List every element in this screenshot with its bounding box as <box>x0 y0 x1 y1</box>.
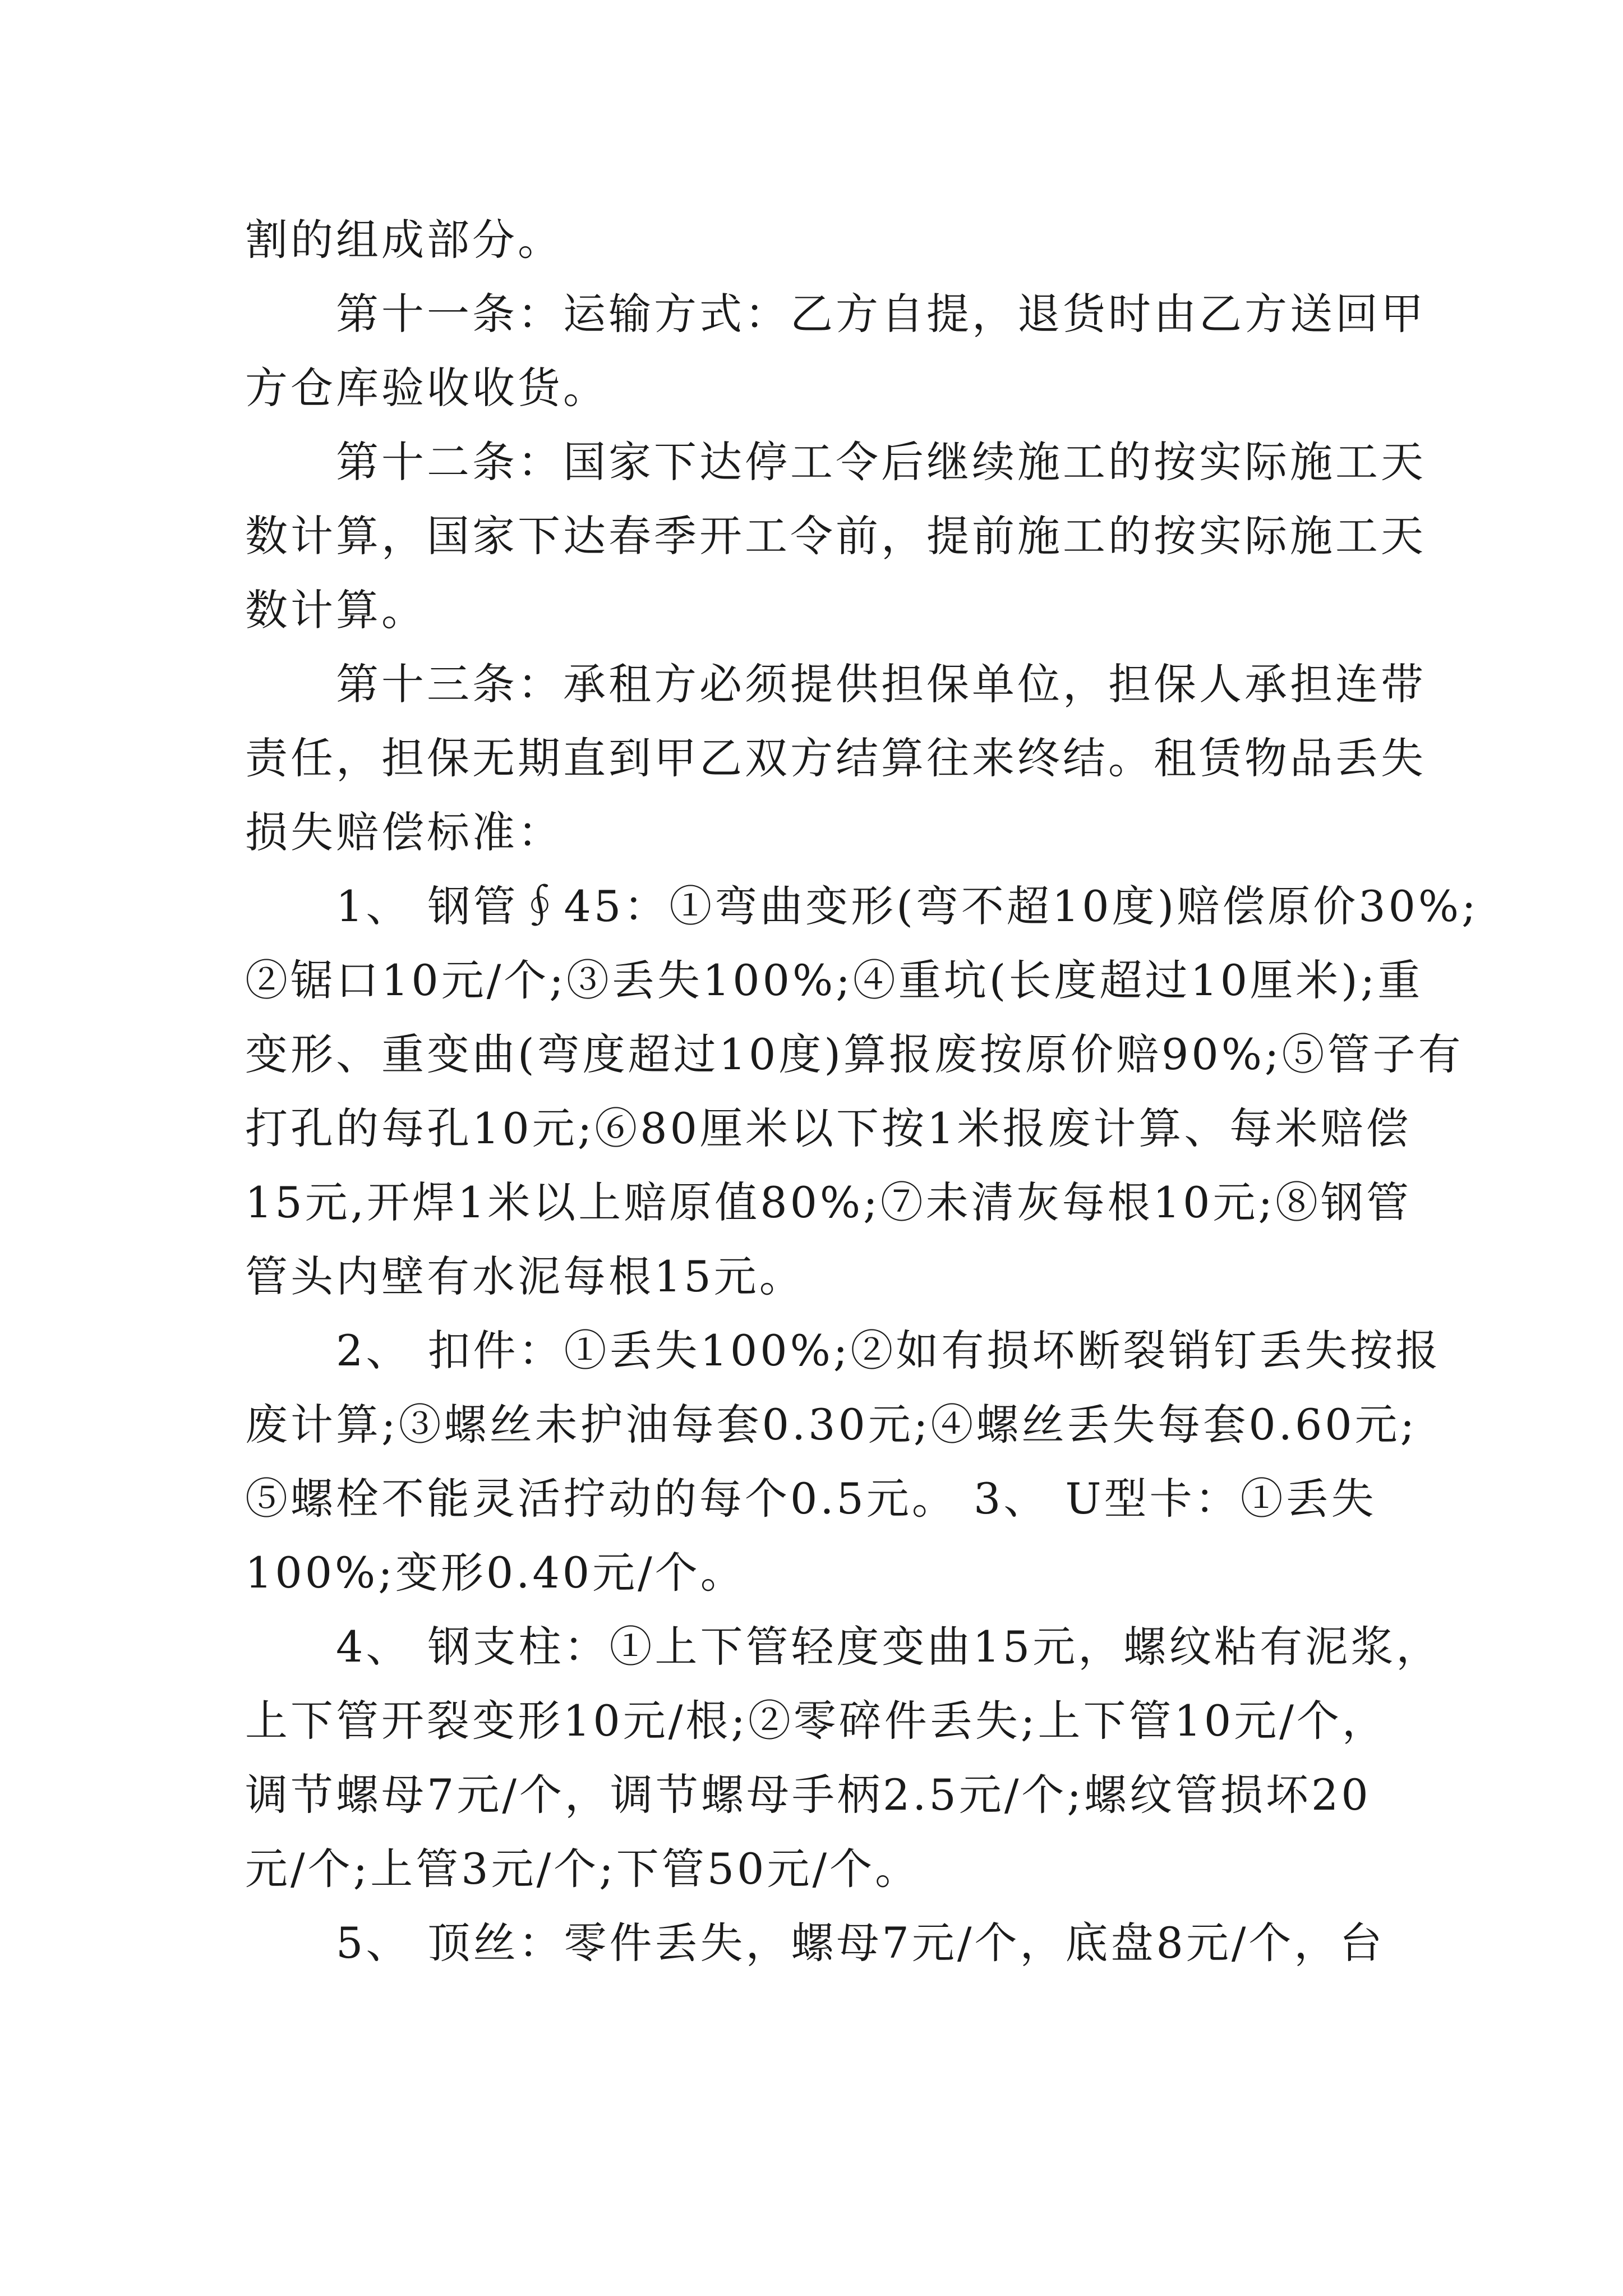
text-line: 割的组成部分。 <box>245 215 563 265</box>
text-line: 100%;变形0.40元/个。 <box>245 1548 746 1598</box>
document-body <box>245 203 1479 1980</box>
text-line: 废计算;③螺丝未护油每套0.30元;④螺丝丢失每套0.60元; <box>245 1400 1418 1450</box>
list-item-steel-prop: 4、 钢支柱：①上下管轻度变曲15元，螺纹粘有泥浆， <box>245 1622 1442 1672</box>
text-line: ⑤螺栓不能灵活拧动的每个0.5元。 3、 U型卡：①丢失 <box>245 1474 1377 1524</box>
text-line: 调节螺母7元/个，调节螺母手柄2.5元/个;螺纹管损坏20 <box>245 1770 1371 1820</box>
text-line: 损失赔偿标准： <box>245 807 563 857</box>
list-item-steel-pipe: 1、 钢管∮45：①弯曲变形(弯不超10度)赔偿原价30%; <box>245 881 1479 931</box>
text-line: 上下管开裂变形10元/根;②零碎件丢失;上下管10元/个， <box>245 1696 1387 1746</box>
paragraph-article-12: 第十二条：国家下达停工令后继续施工的按实际施工天 <box>245 437 1426 487</box>
list-item-fastener: 2、 扣件：①丢失100%;②如有损坏断裂销钉丢失按报 <box>245 1326 1441 1375</box>
paragraph-article-13: 第十三条：承租方必须提供担保单位，担保人承担连带 <box>245 659 1426 709</box>
text-line: 数计算。 <box>245 585 427 635</box>
list-item-jack-screw: 5、 顶丝：零件丢失，螺母7元/个，底盘8元/个，台 <box>245 1918 1385 1968</box>
text-line: 15元,开焊1米以上赔原值80%;⑦未清灰每根10元;⑧钢管 <box>245 1177 1412 1227</box>
text-line: 打孔的每孔10元;⑥80厘米以下按1米报废计算、每米赔偿 <box>245 1103 1412 1153</box>
text-line: 方仓库验收收货。 <box>245 363 608 413</box>
text-line: 元/个;上管3元/个;下管50元/个。 <box>245 1844 921 1894</box>
text-line: 数计算，国家下达春季开工令前，提前施工的按实际施工天 <box>245 511 1426 561</box>
text-line: 变形、重变曲(弯度超过10度)算报废按原价赔90%;⑤管子有 <box>245 1029 1464 1079</box>
text-line: 管头内壁有水泥每根15元。 <box>245 1251 805 1301</box>
paragraph-article-11: 第十一条：运输方式：乙方自提，退货时由乙方送回甲 <box>245 289 1426 339</box>
text-line: 责任，担保无期直到甲乙双方结算往来终结。租赁物品丢失 <box>245 733 1426 783</box>
text-line: ②锯口10元/个;③丢失100%;④重坑(长度超过10厘米);重 <box>245 955 1423 1005</box>
